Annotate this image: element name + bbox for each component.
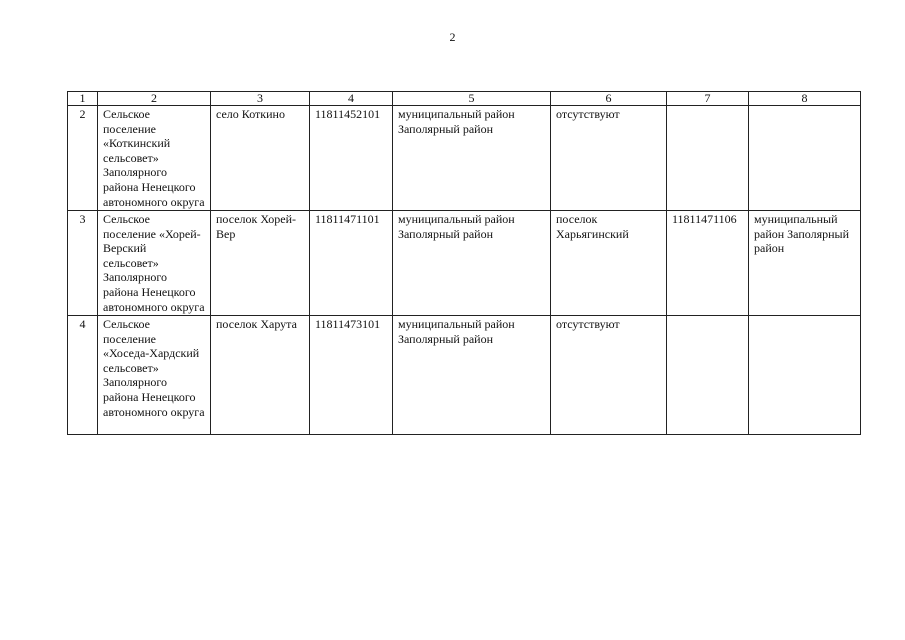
oktmo-code-cell: 11811452101 bbox=[310, 106, 393, 211]
column-header: 1 bbox=[68, 92, 98, 106]
column-header: 7 bbox=[667, 92, 749, 106]
oktmo-code-cell: 11811473101 bbox=[310, 316, 393, 435]
other-district-cell: муниципальный район Заполярный район bbox=[749, 211, 861, 316]
column-header: 4 bbox=[310, 92, 393, 106]
administrative-center-cell: поселок Харута bbox=[211, 316, 310, 435]
column-header: 3 bbox=[211, 92, 310, 106]
settlements-table bbox=[67, 91, 861, 435]
district-cell: муниципальный район Заполярный район bbox=[393, 106, 551, 211]
municipality-name-cell: Сельское поселение «Коткинский сельсовет» Заполярного района Ненецкого автономного округа bbox=[98, 106, 211, 211]
municipality-name-cell: Сельское поселение «Хоседа-Хардский сельсовет» Заполярного района Ненецкого автономного округа bbox=[98, 316, 211, 435]
table-row bbox=[68, 316, 861, 435]
column-header: 8 bbox=[749, 92, 861, 106]
column-header: 5 bbox=[393, 92, 551, 106]
other-settlement-cell: отсутствуют bbox=[551, 106, 667, 211]
other-settlement-cell: отсутствуют bbox=[551, 316, 667, 435]
administrative-center-cell: поселок Хорей-Вер bbox=[211, 211, 310, 316]
other-oktmo-code-cell bbox=[667, 316, 749, 435]
oktmo-code-cell: 11811471101 bbox=[310, 211, 393, 316]
table-row bbox=[68, 211, 861, 316]
municipality-name-cell: Сельское поселение «Хорей-Верский сельсовет» Заполярного района Ненецкого автономного округа bbox=[98, 211, 211, 316]
column-header: 2 bbox=[98, 92, 211, 106]
other-oktmo-code-cell bbox=[667, 106, 749, 211]
row-number-cell: 2 bbox=[68, 106, 98, 211]
row-number-cell: 3 bbox=[68, 211, 98, 316]
other-district-cell bbox=[749, 316, 861, 435]
district-cell: муниципальный район Заполярный район bbox=[393, 211, 551, 316]
other-district-cell bbox=[749, 106, 861, 211]
district-cell: муниципальный район Заполярный район bbox=[393, 316, 551, 435]
page-number: 2 bbox=[449, 30, 456, 44]
other-oktmo-code-cell: 11811471106 bbox=[667, 211, 749, 316]
other-settlement-cell: поселок Харьягинский bbox=[551, 211, 667, 316]
administrative-center-cell: село Коткино bbox=[211, 106, 310, 211]
column-header: 6 bbox=[551, 92, 667, 106]
row-number-cell: 4 bbox=[68, 316, 98, 435]
table-header-row bbox=[68, 92, 861, 106]
table-row bbox=[68, 106, 861, 211]
